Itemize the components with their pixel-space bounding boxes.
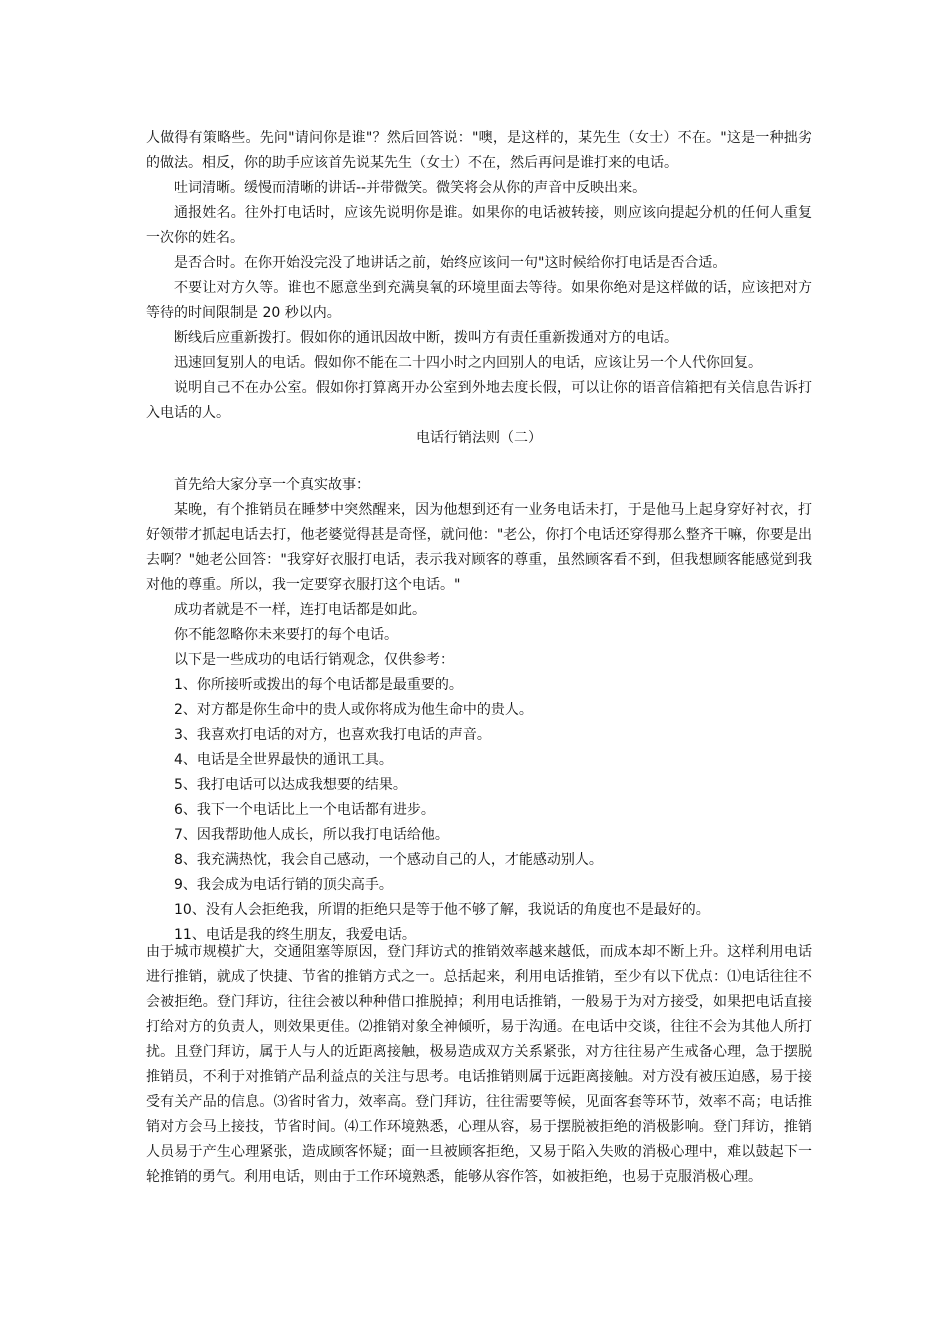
paragraph: 你不能忽略你未来要打的每个电话。 [174, 627, 398, 643]
paragraph: 吐词清晰。缓慢而清晰的讲话--并带微笑。微笑将会从你的声音中反映出来。 [174, 180, 647, 196]
paragraph: 不要让对方久等。谁也不愿意坐到充满臭氧的环境里面去等待。如果你绝对是这样做的话，应该把对方等待的时间限制是 20 秒以内。 [146, 280, 812, 321]
paragraph: 以下是一些成功的电话行销观念，仅供参考： [174, 652, 454, 668]
list-item: 6、我下一个电话比上一个电话都有进步。 [174, 802, 435, 818]
list-item: 1、你所接听或拨出的每个电话都是最重要的。 [174, 677, 463, 693]
section-etiquette [146, 126, 812, 426]
list-item: 4、电话是全世界最快的通讯工具。 [174, 752, 393, 768]
section-title: 电话行销法则（二） [416, 430, 542, 446]
list-item: 9、我会成为电话行销的顶尖高手。 [174, 877, 393, 893]
list-item: 11、电话是我的终生朋友，我爱电话。 [174, 927, 416, 943]
section-telemarketing-advantages [146, 940, 812, 1190]
list-item: 2、对方都是你生命中的贵人或你将成为他生命中的贵人。 [174, 702, 533, 718]
paragraph: 是否合时。在你开始没完没了地讲话之前，始终应该问一句"这时候给你打电话是否合适。 [174, 255, 727, 271]
list-item: 7、因我帮助他人成长，所以我打电话给他。 [174, 827, 449, 843]
section-rules [146, 426, 812, 948]
paragraph: 断线后应重新拨打。假如你的通讯因故中断，拨叫方有责任重新拨通对方的电话。 [174, 330, 678, 346]
paragraph: 迅速回复别人的电话。假如你不能在二十四小时之内回别人的电话，应该让另一个人代你回复。 [174, 355, 762, 371]
paragraph: 说明自己不在办公室。假如你打算离开办公室到外地去度长假，可以让你的语音信箱把有关信息告诉打入电话的人。 [146, 380, 812, 421]
list-item: 8、我充满热忱，我会自己感动，一个感动自己的人，才能感动别人。 [174, 852, 603, 868]
list-item: 10、没有人会拒绝我，所谓的拒绝只是等于他不够了解，我说话的角度也不是最好的。 [174, 902, 710, 918]
list-item: 3、我喜欢打电话的对方，也喜欢我打电话的声音。 [174, 727, 491, 743]
paragraph: 由于城市规模扩大，交通阻塞等原因，登门拜访式的推销效率越来越低，而成本却不断上升。这样利用电话进行推销，就成了快捷、节省的推销方式之一。总括起来，利用电话推销，至少有以下优点：⑴电话往往不会被拒绝。登门拜访，往往会被以种种借口推脱掉；利用电话推销，一般易于为对方接受，如果把电话直接打给对方的负责人，则效果更佳。⑵推销对象全神倾听，易于沟通。在电话中交谈，往往不会为其他人所打扰。且登门拜访，属于人与人的近距离接触，极易造成双方关系紧张，对方往往易产生戒备心理，急于摆脱推销员，不利于对推销产品利益点的关注与思考。电话推销则属于远距离接触。对方没有被压迫感，易于接受有关产品的信息。⑶省时省力，效率高。登门拜访，往往需要等候，见面客套等环节，效率不高；电话推销对方会马上接技，节省时间。⑷工作环境熟悉，心理从容，易于摆脱被拒绝的消极影响。登门拜访，推销人员易于产生心理紧张，造成顾客怀疑；面一旦被顾客拒绝，又易于陷入失败的消极心理中，难以鼓起下一轮推销的勇气。利用电话，则由于工作环境熟悉，能够从容作答，如被拒绝，也易于克服消极心理。 [146, 944, 812, 1185]
paragraph: 成功者就是不一样，连打电话都是如此。 [174, 602, 426, 618]
list-item: 5、我打电话可以达成我想要的结果。 [174, 777, 407, 793]
paragraph: 人做得有策略些。先问"请问你是谁"？然后回答说："噢，是这样的，某先生（女士）不在。"这是一种拙劣的做法。相反，你的助手应该首先说某先生（女士）不在，然后再问是谁打来的电话。 [146, 130, 812, 171]
paragraph: 某晚，有个推销员在睡梦中突然醒来，因为他想到还有一业务电话未打，于是他马上起身穿好衬衣，打好领带才抓起电话去打，他老婆觉得甚是奇怪，就问他："老公，你打个电话还穿得那么整齐干嘛，你要是出去啊？"她老公回答："我穿好衣服打电话，表示我对顾客的尊重，虽然顾客看不到，但我想顾客能感觉到我对他的尊重。所以，我一定要穿衣服打这个电话。" [146, 502, 812, 593]
paragraph: 通报姓名。往外打电话时，应该先说明你是谁。如果你的电话被转接，则应该向提起分机的任何人重复一次你的姓名。 [146, 205, 812, 246]
paragraph: 首先给大家分享一个真实故事： [174, 477, 370, 493]
